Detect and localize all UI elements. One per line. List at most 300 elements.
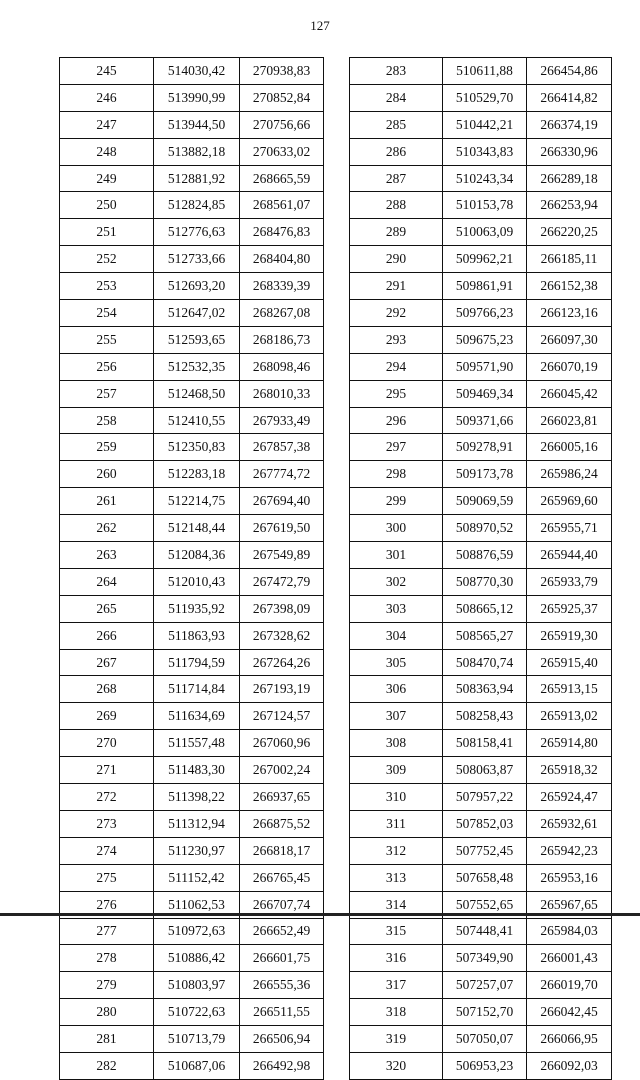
y-coordinate-cell: 265955,71 (527, 515, 612, 542)
table-row (350, 918, 612, 945)
table-row (60, 1052, 324, 1079)
x-coordinate-cell: 511863,93 (154, 622, 240, 649)
x-coordinate-cell: 512010,43 (154, 568, 240, 595)
table-row (60, 138, 324, 165)
table-body (350, 58, 612, 1080)
y-coordinate-cell: 265913,15 (527, 676, 612, 703)
point-number-cell: 261 (60, 488, 154, 515)
y-coordinate-cell: 266765,45 (240, 864, 324, 891)
table-row (350, 192, 612, 219)
y-coordinate-cell: 265914,80 (527, 730, 612, 757)
x-coordinate-cell: 509173,78 (443, 461, 527, 488)
y-coordinate-cell: 267002,24 (240, 757, 324, 784)
y-coordinate-cell: 270633,02 (240, 138, 324, 165)
x-coordinate-cell: 511714,84 (154, 676, 240, 703)
table-row (350, 542, 612, 569)
y-coordinate-cell: 265913,02 (527, 703, 612, 730)
x-coordinate-cell: 512084,36 (154, 542, 240, 569)
y-coordinate-cell: 265918,32 (527, 757, 612, 784)
table-row (350, 353, 612, 380)
y-coordinate-cell: 265919,30 (527, 622, 612, 649)
x-coordinate-cell: 507050,07 (443, 1026, 527, 1053)
y-coordinate-cell: 266001,43 (527, 945, 612, 972)
y-coordinate-cell: 265986,24 (527, 461, 612, 488)
table-row (350, 165, 612, 192)
y-coordinate-cell: 267857,38 (240, 434, 324, 461)
x-coordinate-cell: 510243,34 (443, 165, 527, 192)
table-row (60, 515, 324, 542)
x-coordinate-cell: 512283,18 (154, 461, 240, 488)
point-number-cell: 258 (60, 407, 154, 434)
table-row (350, 837, 612, 864)
point-number-cell: 276 (60, 891, 154, 918)
y-coordinate-cell: 266097,30 (527, 326, 612, 353)
x-coordinate-cell: 511634,69 (154, 703, 240, 730)
table-row (60, 461, 324, 488)
point-number-cell: 278 (60, 945, 154, 972)
y-coordinate-cell: 267264,26 (240, 649, 324, 676)
point-number-cell: 312 (350, 837, 443, 864)
x-coordinate-cell: 509278,91 (443, 434, 527, 461)
point-number-cell: 262 (60, 515, 154, 542)
x-coordinate-cell: 509469,34 (443, 380, 527, 407)
point-number-cell: 284 (350, 84, 443, 111)
y-coordinate-cell: 266454,86 (527, 58, 612, 85)
point-number-cell: 314 (350, 891, 443, 918)
y-coordinate-cell: 267060,96 (240, 730, 324, 757)
y-coordinate-cell: 265944,40 (527, 542, 612, 569)
y-coordinate-cell: 270938,83 (240, 58, 324, 85)
x-coordinate-cell: 510063,09 (443, 219, 527, 246)
point-number-cell: 285 (350, 111, 443, 138)
point-number-cell: 320 (350, 1052, 443, 1079)
x-coordinate-cell: 510343,83 (443, 138, 527, 165)
point-number-cell: 273 (60, 810, 154, 837)
point-number-cell: 287 (350, 165, 443, 192)
table-row (350, 730, 612, 757)
y-coordinate-cell: 267472,79 (240, 568, 324, 595)
y-coordinate-cell: 267933,49 (240, 407, 324, 434)
point-number-cell: 255 (60, 326, 154, 353)
y-coordinate-cell: 266937,65 (240, 784, 324, 811)
table-row (60, 918, 324, 945)
table-row (60, 568, 324, 595)
y-coordinate-cell: 266152,38 (527, 273, 612, 300)
x-coordinate-cell: 510442,21 (443, 111, 527, 138)
table-row (60, 407, 324, 434)
table-row (60, 542, 324, 569)
y-coordinate-cell: 265984,03 (527, 918, 612, 945)
point-number-cell: 292 (350, 300, 443, 327)
table-row (60, 622, 324, 649)
point-number-cell: 264 (60, 568, 154, 595)
point-number-cell: 281 (60, 1026, 154, 1053)
point-number-cell: 252 (60, 246, 154, 273)
point-number-cell: 260 (60, 461, 154, 488)
point-number-cell: 263 (60, 542, 154, 569)
point-number-cell: 298 (350, 461, 443, 488)
table-row (60, 837, 324, 864)
table-row (60, 810, 324, 837)
x-coordinate-cell: 508363,94 (443, 676, 527, 703)
table-row (350, 676, 612, 703)
x-coordinate-cell: 510611,88 (443, 58, 527, 85)
point-number-cell: 294 (350, 353, 443, 380)
table-row (60, 488, 324, 515)
y-coordinate-cell: 266066,95 (527, 1026, 612, 1053)
x-coordinate-cell: 510886,42 (154, 945, 240, 972)
point-number-cell: 256 (60, 353, 154, 380)
point-number-cell: 318 (350, 999, 443, 1026)
point-number-cell: 254 (60, 300, 154, 327)
y-coordinate-cell: 268010,33 (240, 380, 324, 407)
x-coordinate-cell: 511152,42 (154, 864, 240, 891)
table-row (350, 326, 612, 353)
y-coordinate-cell: 266042,45 (527, 999, 612, 1026)
x-coordinate-cell: 512647,02 (154, 300, 240, 327)
table-row (350, 219, 612, 246)
point-number-cell: 247 (60, 111, 154, 138)
table-row (350, 461, 612, 488)
table-row (60, 219, 324, 246)
point-number-cell: 268 (60, 676, 154, 703)
point-number-cell: 313 (350, 864, 443, 891)
x-coordinate-cell: 512350,83 (154, 434, 240, 461)
x-coordinate-cell: 512593,65 (154, 326, 240, 353)
x-coordinate-cell: 507957,22 (443, 784, 527, 811)
y-coordinate-cell: 265969,60 (527, 488, 612, 515)
table-row (350, 246, 612, 273)
y-coordinate-cell: 268561,07 (240, 192, 324, 219)
table-row (60, 945, 324, 972)
point-number-cell: 301 (350, 542, 443, 569)
y-coordinate-cell: 267619,50 (240, 515, 324, 542)
table-row (350, 622, 612, 649)
y-coordinate-cell: 266506,94 (240, 1026, 324, 1053)
x-coordinate-cell: 509861,91 (443, 273, 527, 300)
y-coordinate-cell: 266875,52 (240, 810, 324, 837)
point-number-cell: 309 (350, 757, 443, 784)
point-number-cell: 293 (350, 326, 443, 353)
point-number-cell: 307 (350, 703, 443, 730)
x-coordinate-cell: 509962,21 (443, 246, 527, 273)
point-number-cell: 319 (350, 1026, 443, 1053)
y-coordinate-cell: 266492,98 (240, 1052, 324, 1079)
point-number-cell: 251 (60, 219, 154, 246)
y-coordinate-cell: 265953,16 (527, 864, 612, 891)
table-row (350, 138, 612, 165)
y-coordinate-cell: 268098,46 (240, 353, 324, 380)
page-bottom-edge (0, 913, 640, 916)
x-coordinate-cell: 510153,78 (443, 192, 527, 219)
y-coordinate-cell: 266601,75 (240, 945, 324, 972)
point-number-cell: 282 (60, 1052, 154, 1079)
table-row (60, 1026, 324, 1053)
y-coordinate-cell: 266023,81 (527, 407, 612, 434)
x-coordinate-cell: 509766,23 (443, 300, 527, 327)
y-coordinate-cell: 266070,19 (527, 353, 612, 380)
x-coordinate-cell: 507152,70 (443, 999, 527, 1026)
table-row (350, 1026, 612, 1053)
point-number-cell: 315 (350, 918, 443, 945)
table-row (350, 515, 612, 542)
table-body (60, 58, 324, 1080)
point-number-cell: 283 (350, 58, 443, 85)
table-row (350, 972, 612, 999)
x-coordinate-cell: 507658,48 (443, 864, 527, 891)
y-coordinate-cell: 266707,74 (240, 891, 324, 918)
x-coordinate-cell: 507448,41 (443, 918, 527, 945)
table-row (60, 703, 324, 730)
point-number-cell: 280 (60, 999, 154, 1026)
table-row (350, 945, 612, 972)
point-number-cell: 259 (60, 434, 154, 461)
y-coordinate-cell: 266005,16 (527, 434, 612, 461)
y-coordinate-cell: 267398,09 (240, 595, 324, 622)
y-coordinate-cell: 266330,96 (527, 138, 612, 165)
x-coordinate-cell: 514030,42 (154, 58, 240, 85)
x-coordinate-cell: 510687,06 (154, 1052, 240, 1079)
table-row (350, 488, 612, 515)
point-number-cell: 308 (350, 730, 443, 757)
x-coordinate-cell: 512468,50 (154, 380, 240, 407)
table-row (350, 58, 612, 85)
point-number-cell: 246 (60, 84, 154, 111)
x-coordinate-cell: 507552,65 (443, 891, 527, 918)
table-row (60, 273, 324, 300)
x-coordinate-cell: 511557,48 (154, 730, 240, 757)
point-number-cell: 302 (350, 568, 443, 595)
y-coordinate-cell: 266511,55 (240, 999, 324, 1026)
table-row (350, 649, 612, 676)
y-coordinate-cell: 270852,84 (240, 84, 324, 111)
x-coordinate-cell: 512410,55 (154, 407, 240, 434)
table-row (60, 730, 324, 757)
y-coordinate-cell: 266555,36 (240, 972, 324, 999)
y-coordinate-cell: 265924,47 (527, 784, 612, 811)
point-number-cell: 291 (350, 273, 443, 300)
table-row (350, 784, 612, 811)
coordinates-table-right (349, 57, 612, 1080)
x-coordinate-cell: 511230,97 (154, 837, 240, 864)
x-coordinate-cell: 512733,66 (154, 246, 240, 273)
page-number: 127 (310, 18, 330, 33)
y-coordinate-cell: 267193,19 (240, 676, 324, 703)
table-row (60, 649, 324, 676)
x-coordinate-cell: 510803,97 (154, 972, 240, 999)
x-coordinate-cell: 511062,53 (154, 891, 240, 918)
point-number-cell: 289 (350, 219, 443, 246)
table-row (350, 810, 612, 837)
y-coordinate-cell: 266220,25 (527, 219, 612, 246)
point-number-cell: 305 (350, 649, 443, 676)
x-coordinate-cell: 513990,99 (154, 84, 240, 111)
point-number-cell: 267 (60, 649, 154, 676)
y-coordinate-cell: 266253,94 (527, 192, 612, 219)
point-number-cell: 269 (60, 703, 154, 730)
x-coordinate-cell: 509371,66 (443, 407, 527, 434)
y-coordinate-cell: 268476,83 (240, 219, 324, 246)
x-coordinate-cell: 508770,30 (443, 568, 527, 595)
table-row (60, 353, 324, 380)
y-coordinate-cell: 266374,19 (527, 111, 612, 138)
x-coordinate-cell: 510713,79 (154, 1026, 240, 1053)
table-row (60, 999, 324, 1026)
table-row (350, 864, 612, 891)
y-coordinate-cell: 268404,80 (240, 246, 324, 273)
x-coordinate-cell: 511935,92 (154, 595, 240, 622)
point-number-cell: 245 (60, 58, 154, 85)
x-coordinate-cell: 511312,94 (154, 810, 240, 837)
y-coordinate-cell: 265933,79 (527, 568, 612, 595)
y-coordinate-cell: 265967,65 (527, 891, 612, 918)
y-coordinate-cell: 267328,62 (240, 622, 324, 649)
point-number-cell: 257 (60, 380, 154, 407)
x-coordinate-cell: 507349,90 (443, 945, 527, 972)
point-number-cell: 303 (350, 595, 443, 622)
y-coordinate-cell: 265915,40 (527, 649, 612, 676)
table-row (350, 757, 612, 784)
table-row (350, 1052, 612, 1079)
table-row (350, 111, 612, 138)
y-coordinate-cell: 266289,18 (527, 165, 612, 192)
x-coordinate-cell: 512214,75 (154, 488, 240, 515)
x-coordinate-cell: 508970,52 (443, 515, 527, 542)
point-number-cell: 290 (350, 246, 443, 273)
point-number-cell: 274 (60, 837, 154, 864)
point-number-cell: 311 (350, 810, 443, 837)
y-coordinate-cell: 265942,23 (527, 837, 612, 864)
x-coordinate-cell: 508565,27 (443, 622, 527, 649)
point-number-cell: 310 (350, 784, 443, 811)
point-number-cell: 271 (60, 757, 154, 784)
table-row (60, 972, 324, 999)
x-coordinate-cell: 510529,70 (443, 84, 527, 111)
x-coordinate-cell: 512693,20 (154, 273, 240, 300)
point-number-cell: 272 (60, 784, 154, 811)
table-row (60, 246, 324, 273)
x-coordinate-cell: 512148,44 (154, 515, 240, 542)
table-row (350, 84, 612, 111)
x-coordinate-cell: 511794,59 (154, 649, 240, 676)
point-number-cell: 317 (350, 972, 443, 999)
table-row (60, 434, 324, 461)
point-number-cell: 297 (350, 434, 443, 461)
y-coordinate-cell: 267774,72 (240, 461, 324, 488)
table-row (60, 84, 324, 111)
y-coordinate-cell: 266414,82 (527, 84, 612, 111)
table-row (60, 595, 324, 622)
point-number-cell: 296 (350, 407, 443, 434)
x-coordinate-cell: 512532,35 (154, 353, 240, 380)
table-row (350, 407, 612, 434)
y-coordinate-cell: 270756,66 (240, 111, 324, 138)
point-number-cell: 265 (60, 595, 154, 622)
x-coordinate-cell: 506953,23 (443, 1052, 527, 1079)
x-coordinate-cell: 512824,85 (154, 192, 240, 219)
point-number-cell: 288 (350, 192, 443, 219)
table-row (60, 58, 324, 85)
table-row (60, 757, 324, 784)
table-row (60, 380, 324, 407)
table-row (350, 273, 612, 300)
y-coordinate-cell: 265932,61 (527, 810, 612, 837)
point-number-cell: 299 (350, 488, 443, 515)
y-coordinate-cell: 266652,49 (240, 918, 324, 945)
x-coordinate-cell: 511398,22 (154, 784, 240, 811)
point-number-cell: 270 (60, 730, 154, 757)
table-row (350, 434, 612, 461)
y-coordinate-cell: 268339,39 (240, 273, 324, 300)
x-coordinate-cell: 507752,45 (443, 837, 527, 864)
x-coordinate-cell: 508665,12 (443, 595, 527, 622)
table-row (350, 999, 612, 1026)
x-coordinate-cell: 507257,07 (443, 972, 527, 999)
table-row (60, 165, 324, 192)
y-coordinate-cell: 267549,89 (240, 542, 324, 569)
x-coordinate-cell: 513882,18 (154, 138, 240, 165)
y-coordinate-cell: 268186,73 (240, 326, 324, 353)
table-row (350, 380, 612, 407)
x-coordinate-cell: 511483,30 (154, 757, 240, 784)
table-row (350, 568, 612, 595)
x-coordinate-cell: 509571,90 (443, 353, 527, 380)
y-coordinate-cell: 268665,59 (240, 165, 324, 192)
point-number-cell: 300 (350, 515, 443, 542)
point-number-cell: 306 (350, 676, 443, 703)
x-coordinate-cell: 508876,59 (443, 542, 527, 569)
y-coordinate-cell: 265925,37 (527, 595, 612, 622)
table-row (60, 784, 324, 811)
point-number-cell: 253 (60, 273, 154, 300)
y-coordinate-cell: 266185,11 (527, 246, 612, 273)
y-coordinate-cell: 266818,17 (240, 837, 324, 864)
table-row (60, 300, 324, 327)
coordinates-table-left (59, 57, 324, 1080)
point-number-cell: 250 (60, 192, 154, 219)
x-coordinate-cell: 508063,87 (443, 757, 527, 784)
point-number-cell: 277 (60, 918, 154, 945)
y-coordinate-cell: 268267,08 (240, 300, 324, 327)
table-row (60, 676, 324, 703)
x-coordinate-cell: 508258,43 (443, 703, 527, 730)
x-coordinate-cell: 513944,50 (154, 111, 240, 138)
table-row (350, 703, 612, 730)
table-row (60, 192, 324, 219)
table-row (60, 864, 324, 891)
point-number-cell: 249 (60, 165, 154, 192)
x-coordinate-cell: 510722,63 (154, 999, 240, 1026)
y-coordinate-cell: 266045,42 (527, 380, 612, 407)
point-number-cell: 286 (350, 138, 443, 165)
x-coordinate-cell: 512881,92 (154, 165, 240, 192)
y-coordinate-cell: 267124,57 (240, 703, 324, 730)
y-coordinate-cell: 266123,16 (527, 300, 612, 327)
x-coordinate-cell: 508470,74 (443, 649, 527, 676)
y-coordinate-cell: 267694,40 (240, 488, 324, 515)
x-coordinate-cell: 512776,63 (154, 219, 240, 246)
point-number-cell: 316 (350, 945, 443, 972)
table-row (350, 595, 612, 622)
point-number-cell: 304 (350, 622, 443, 649)
table-row (60, 326, 324, 353)
point-number-cell: 275 (60, 864, 154, 891)
point-number-cell: 295 (350, 380, 443, 407)
x-coordinate-cell: 509069,59 (443, 488, 527, 515)
x-coordinate-cell: 510972,63 (154, 918, 240, 945)
table-row (350, 300, 612, 327)
y-coordinate-cell: 266092,03 (527, 1052, 612, 1079)
